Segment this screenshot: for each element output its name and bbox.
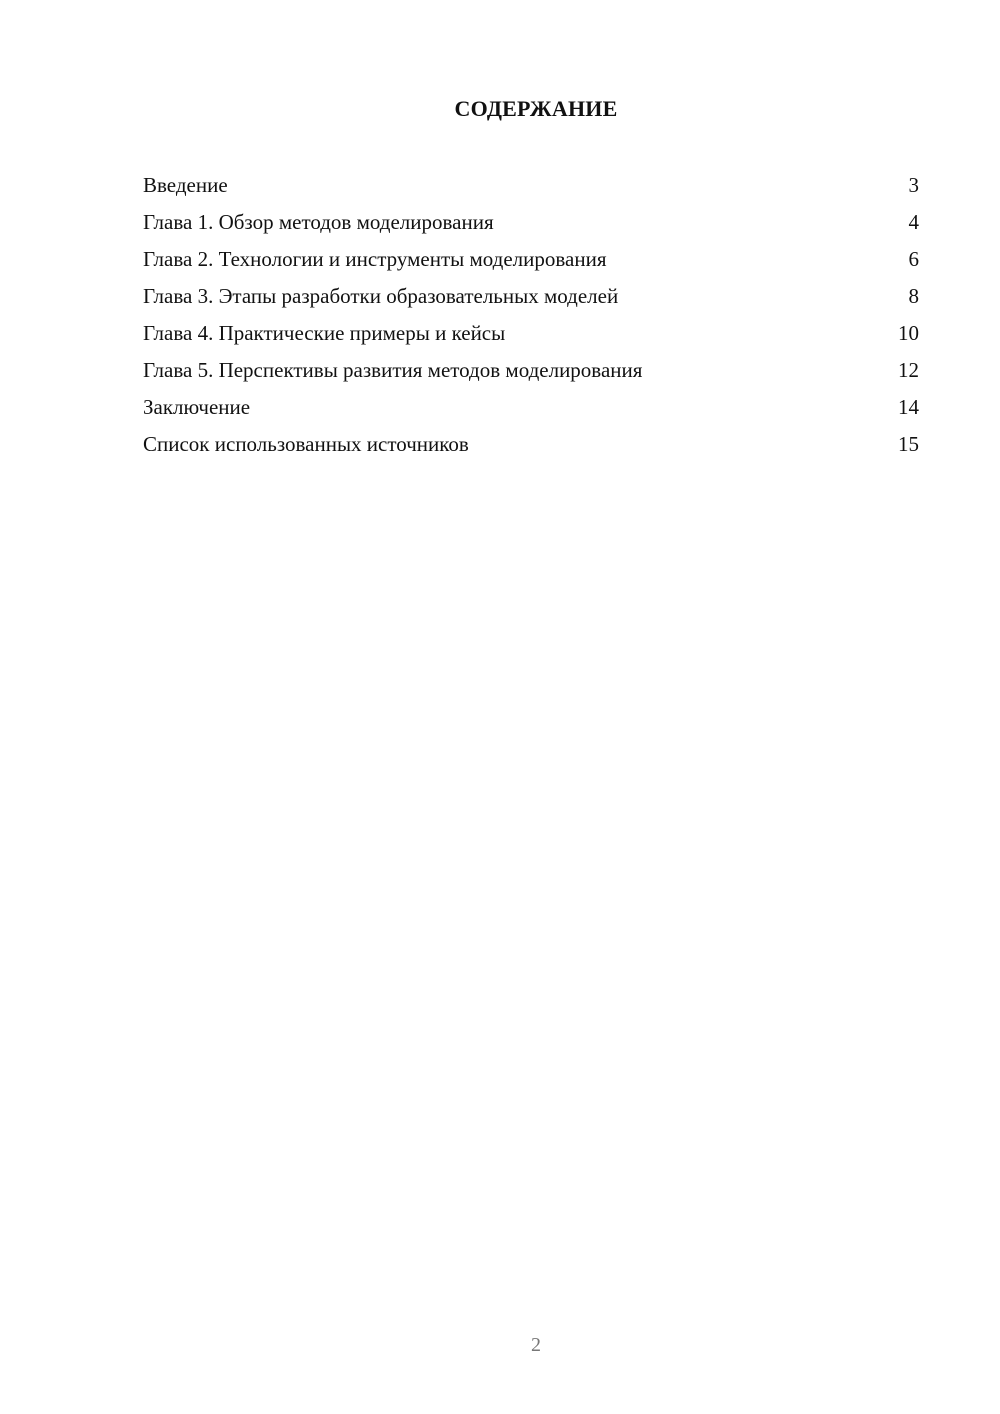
toc-entry-label: Заключение [143, 395, 251, 419]
toc-entry-chapter-5[interactable] [143, 356, 919, 393]
page-number: 2 [531, 1334, 541, 1356]
toc-entry-chapter-2[interactable] [143, 245, 919, 282]
toc-entry-page: 12 [898, 358, 919, 382]
toc-entry-page: 4 [908, 210, 919, 234]
toc-entry-page: 15 [898, 432, 919, 456]
toc-entry-page: 10 [898, 321, 919, 345]
toc-entry-references[interactable] [143, 430, 919, 467]
toc-entry-page: 8 [908, 284, 919, 308]
toc-entry-label: Глава 5. Перспективы развития методов моделирования [143, 358, 643, 382]
toc-entry-page: 14 [898, 395, 919, 419]
toc-entry-label: Глава 2. Технологии и инструменты моделирования [143, 247, 607, 271]
toc-entry-label: Глава 4. Практические примеры и кейсы [143, 321, 506, 345]
toc-entry-label: Введение [143, 173, 228, 197]
toc-entry-page: 6 [908, 247, 919, 271]
toc-entry-label: Глава 1. Обзор методов моделирования [143, 210, 494, 234]
toc-entry-conclusion[interactable] [143, 393, 919, 430]
table-of-contents [143, 171, 919, 467]
toc-entry-introduction[interactable] [143, 171, 919, 208]
toc-entry-label: Глава 3. Этапы разработки образовательных моделей [143, 284, 619, 308]
toc-entry-page: 3 [908, 173, 919, 197]
toc-entry-chapter-3[interactable] [143, 282, 919, 319]
toc-heading: СОДЕРЖАНИЕ [454, 96, 618, 121]
toc-entry-chapter-1[interactable] [143, 208, 919, 245]
toc-entry-chapter-4[interactable] [143, 319, 919, 356]
toc-entry-label: Список использованных источников [143, 432, 469, 456]
